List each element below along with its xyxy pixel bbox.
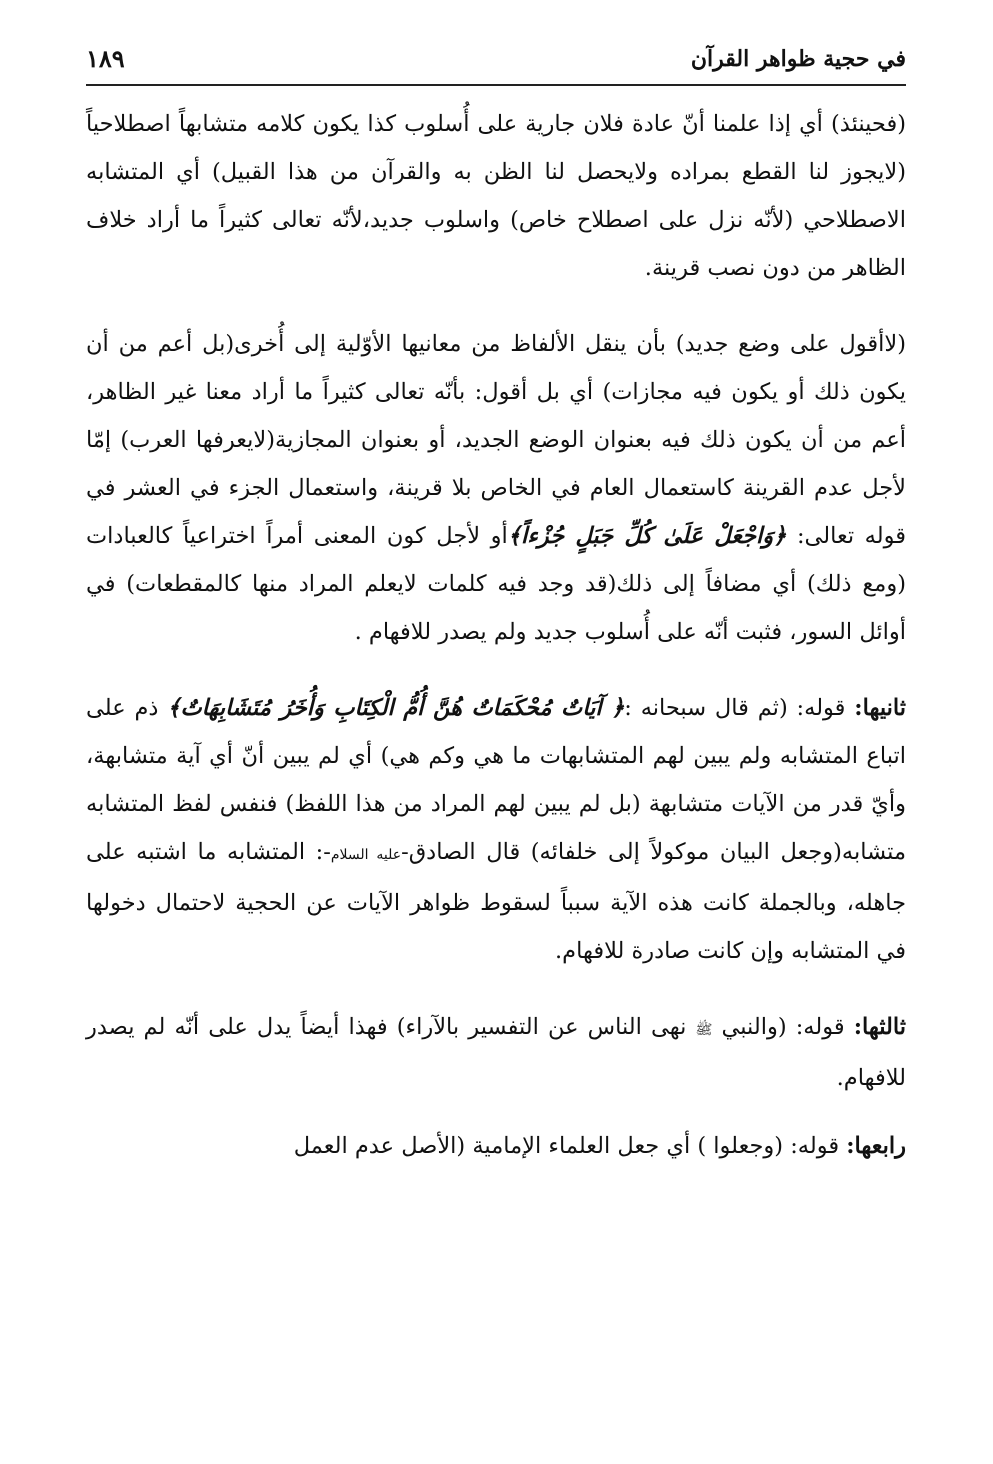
paragraph-5 [86, 1122, 906, 1170]
section-label: رابعها: [846, 1133, 906, 1159]
paragraph-text: نهى الناس عن التفسير بالآراء) فهذا أيضاً يدل على أنّه لم يصدر للافهام. [86, 1014, 906, 1091]
quran-verse: ﴿ آيَاتٌ مُحْكَمَاتٌ هُنَّ أُمُّ الْكِتَابِ وَأُخَرُ مُتَشَابِهَاتٌ﴾ [167, 695, 625, 721]
paragraph-1 [86, 100, 906, 292]
section-label: ثانيها: [854, 695, 906, 721]
honorific: عليه السلام [330, 847, 402, 863]
paragraph-text: قوله: (وجعلوا ) أي جعل العلماء الإمامية (الأصل عدم العمل [293, 1133, 840, 1159]
paragraph-4 [86, 1003, 906, 1102]
honorific: ﷺ [695, 1022, 713, 1038]
paragraph-text: قوله: (والنبي [721, 1014, 845, 1040]
page-body [86, 86, 906, 1170]
paragraph-2 [86, 320, 906, 656]
paragraph-text: أو لأجل كون المعنى أمراً اختراعياً كالعبادات (ومع ذلك) أي مضافاً إلى ذلك(قد وجد فيه كلمات لايعلم المراد منها كالمقطعات) في أوائل السور، فثبت أنّه على أُسلوب جديد ولم يصدر للافهام . [86, 523, 906, 645]
page-number: ١٨٩ [86, 44, 125, 73]
page-header [86, 40, 906, 86]
paragraph-3 [86, 684, 906, 975]
section-label: ثالثها: [853, 1014, 907, 1040]
paragraph-text: (فحينئذ) أي إذا علمنا أنّ عادة فلان جارية على أُسلوب كذا يكون كلامه متشابهاً اصطلاحياً (لايجوز لنا القطع بمراده ولايحصل لنا الظن به والقرآن من هذا القبيل) أي المتشابه الاصطلاحي (لأنّه نزل على اصطلاح خاص) واسلوب جديد،لأنّه تعالى كثيراً ما أراد خلاف الظاهر من دون نصب قرينة. [86, 111, 906, 281]
paragraph-text: ذم على اتباع المتشابه ولم يبين لهم المتشابهات ما هي وكم هي) أي لم يبين أنّ أي آية متشابهة، وأيّ قدر من الآيات متشابهة (بل لم يبين لهم المراد من هذا اللفظ) فنفس لفظ المتشابه متشابه(وجعل البيان موكولاً إلى خلفائه) قال الصادق- [86, 695, 907, 865]
book-page [86, 40, 906, 1198]
quran-verse: ﴿وَاجْعَلْ عَلَىٰ كُلِّ جَبَلٍ جُزْءاً﴾ [507, 523, 787, 549]
paragraph-text: (لاأقول على وضع جديد) بأن ينقل الألفاظ من معانيها الأوّلية إلى أُخرى(بل أعم من أن يكون ذلك أو يكون فيه مجازات) أي بل أقول: بأنّه تعالى كثيراً ما أراد معنا غير الظاهر، أعم من أن يكون ذلك فيه بعنوان الوضع الجديد، أو بعنوان المجازية(لايعرفها العرب) إمّا لأجل عدم القرينة كاستعمال العام في الخاص بلا قرينة، واستعمال الجزء في العشر في قوله تعالى: [86, 331, 906, 549]
paragraph-text: قوله: (ثم قال سبحانه : [624, 695, 846, 721]
paragraph-text: -: المتشابه ما اشتبه على جاهله، وبالجملة كانت هذه الآية سبباً لسقوط ظواهر الآيات عن الحجية لاحتمال دخولها في المتشابه وإن كانت صادرة للافهام. [86, 839, 906, 964]
running-title: في حجية ظواهر القرآن [690, 46, 906, 72]
